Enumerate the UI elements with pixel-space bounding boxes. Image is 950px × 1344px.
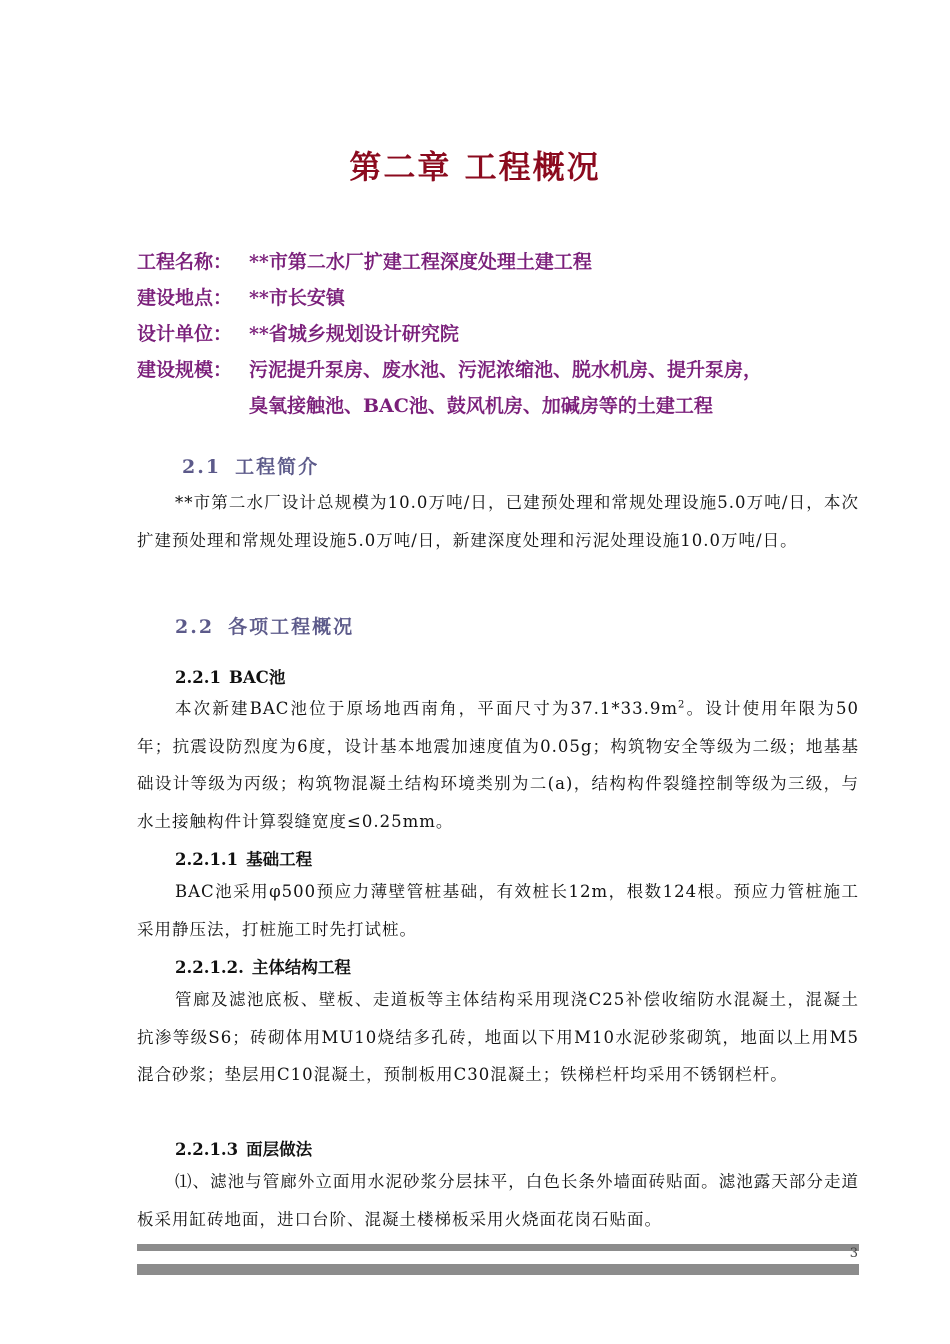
scale-value-line2: 臭氧接触池、BAC池、鼓风机房、加碱房等的土建工程 [249, 395, 713, 417]
section-number: 2.2.1.3 [175, 1140, 239, 1159]
section-title: BAC池 [228, 668, 286, 687]
paragraph-text-part1: 本次新建BAC池位于原场地西南角，平面尺寸为37.1*33.9m [175, 699, 679, 718]
project-name-label: 工程名称： [137, 251, 233, 273]
section-title: 工程简介 [235, 456, 320, 478]
section-2-2-1-1-paragraph: BAC池采用φ500预应力薄壁管桩基础，有效桩长12m，根数124根。预应力管桩施工采用静压法，打桩施工时先打试桩。 [137, 882, 859, 939]
scale-label: 建设规模： [137, 359, 233, 381]
location-row [137, 280, 877, 316]
project-info-block [137, 244, 877, 424]
section-2-2-1-3-paragraph: ⑴、滤池与管廊外立面用水泥砂浆分层抹平，白色长条外墙面砖贴面。滤池露天部分走道板采用缸砖地面，进口台阶、混凝土楼梯板采用火烧面花岗石贴面。 [137, 1172, 859, 1229]
section-2-2-1-1-heading [175, 846, 312, 870]
section-title: 主体结构工程 [251, 958, 351, 977]
section-number: 2.2.1.1 [175, 850, 239, 869]
section-number: 2.2.1 [175, 668, 221, 687]
superscript: 2 [678, 699, 686, 711]
location-label: 建设地点： [137, 287, 233, 309]
designer-label: 设计单位： [137, 323, 233, 345]
scale-value-line1: 污泥提升泵房、废水池、污泥浓缩池、脱水机房、提升泵房， [249, 359, 763, 381]
scale-row [137, 352, 877, 424]
section-2-2-1-3-heading [175, 1136, 312, 1160]
section-title: 面层做法 [246, 1140, 313, 1159]
designer-row [137, 316, 877, 352]
section-2-2-1-heading [175, 664, 285, 688]
project-name-value: **市第二水厂扩建工程深度处理土建工程 [249, 251, 592, 273]
section-number: 2.2.1.2. [175, 958, 244, 977]
scale-value [249, 352, 877, 424]
section-2-1-paragraph: **市第二水厂设计总规模为10.0万吨/日，已建预处理和常规处理设施5.0万吨/日，本次扩建预处理和常规处理设施5.0万吨/日，新建深度处理和污泥处理设施10.0万吨/日。 [137, 493, 859, 550]
section-2-2-heading [175, 612, 354, 639]
location-value: **市长安镇 [249, 287, 345, 309]
project-name-row [137, 244, 877, 280]
paragraph-text-part2: 。设计使用年限为50年；抗震设防烈度为6度，设计基本地震加速度值为0.05g；构筑物安全等级为二级；地基基础设计等级为丙级；构筑物混凝土结构环境类别为二(a)，结构构件裂缝控制等级为三级，与水土接触构件计算裂缝宽度≤0.25mm。 [137, 699, 859, 831]
section-number: 2.1 [182, 456, 222, 478]
section-number: 2.2 [175, 616, 215, 638]
page-number: 3 [849, 1246, 858, 1261]
section-title: 基础工程 [246, 850, 313, 869]
section-2-2-1-2-paragraph: 管廊及滤池底板、壁板、走道板等主体结构采用现浇C25补偿收缩防水混凝土，混凝土抗渗等级S6；砖砌体用MU10烧结多孔砖，地面以下用M10水泥砂浆砌筑，地面以上用M5混合砂浆；垫层用C10混凝土，预制板用C30混凝土；铁梯栏杆均采用不锈钢栏杆。 [137, 990, 859, 1084]
footer-divider-bottom [137, 1264, 859, 1275]
section-2-2-1-paragraph [137, 690, 859, 840]
chapter-title: 第二章 工程概况 [349, 148, 601, 186]
designer-value: **省城乡规划设计研究院 [249, 323, 459, 345]
section-2-2-1-2-heading [175, 954, 351, 978]
section-title: 各项工程概况 [228, 616, 355, 638]
footer-divider-top [137, 1244, 859, 1251]
section-2-1-heading [182, 452, 319, 479]
